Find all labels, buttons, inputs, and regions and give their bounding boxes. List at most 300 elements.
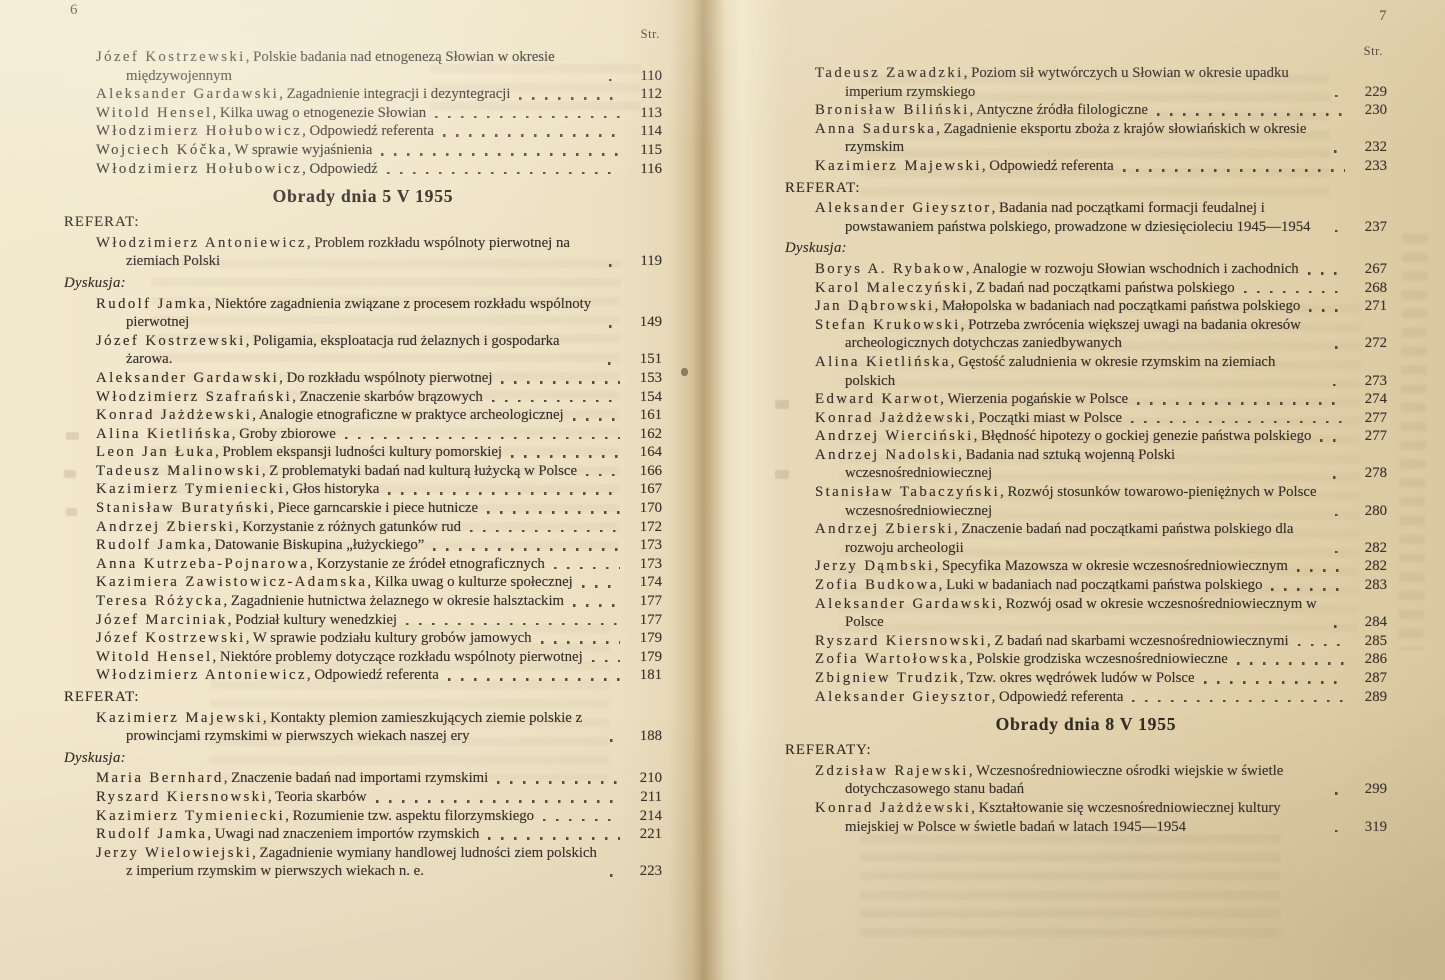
entry-page-number: 181	[639, 667, 662, 684]
toc-entry	[815, 409, 1387, 428]
entry-author: Aleksander Gieysztor	[815, 200, 992, 217]
entry-title-text: , Z badań nad początkami państwa polskiego	[968, 279, 1235, 296]
entry-author: Józef Kostrzewski	[96, 630, 246, 647]
entry-page-number: 319	[1364, 818, 1387, 835]
entry-title-text: , Odpowiedź	[302, 160, 378, 177]
entry-title-text: , Problem rozkładu wspólnoty pierwotnej na ziemiach Polski	[126, 234, 570, 270]
toc-entry	[815, 316, 1387, 353]
entry-author: Józef Kostrzewski	[96, 49, 246, 65]
entry-title-text: , Małopolska w badaniach nad początkami państwa polskiego	[934, 298, 1301, 315]
toc-entry	[815, 446, 1387, 483]
toc-entry	[96, 388, 662, 407]
entry-title	[96, 104, 426, 123]
toc-entry	[96, 666, 662, 685]
toc-entry	[96, 48, 662, 85]
entry-title	[96, 406, 564, 425]
entry-page-number: 173	[639, 555, 662, 572]
dot-leader	[497, 781, 620, 784]
toc-entry	[96, 592, 662, 611]
entry-title	[96, 536, 424, 555]
entry-title-text: , Poziom sił wytwórczych u Słowian w okresie upadku imperium rzymskiego	[845, 65, 1289, 100]
entry-title	[96, 480, 379, 499]
entry-title	[815, 297, 1300, 316]
entry-author: Włodzimierz Hołubowicz	[96, 160, 303, 177]
entry-title-text: , Badania nad sztuką wojenną Polski wczesnośredniowiecznej	[845, 446, 1176, 482]
entry-title-text: , Odpowiedź referenta	[991, 688, 1124, 705]
dot-leader	[1335, 514, 1345, 517]
dot-leader	[586, 474, 620, 477]
session-heading: Obrady dnia 8 V 1955	[995, 714, 1177, 735]
entry-author: Kazimierz Tymieniecki	[96, 807, 286, 824]
entry-author: Aleksander Gardawski	[96, 86, 280, 103]
entry-title-text: , Rozwój osad w okresie wczesnośredniowiecznym w Polsce	[845, 595, 1317, 631]
toc-sections	[785, 64, 1387, 836]
entry-title-text: , Groby zbiorowe	[231, 425, 336, 442]
entry-author: Tadeusz Malinowski	[96, 462, 262, 479]
toc-entry	[96, 573, 662, 592]
dot-leader	[1308, 272, 1345, 275]
entry-page-number: 282	[1364, 539, 1387, 556]
entry-title	[96, 807, 534, 826]
toc-entry	[815, 199, 1387, 236]
dot-leader	[1333, 476, 1345, 479]
entry-author: Zdzisław Rajewski	[815, 762, 969, 779]
entry-page-number: 164	[639, 444, 662, 461]
dot-leader	[435, 116, 620, 119]
entry-author: Witold Hensel	[96, 104, 213, 121]
toc-entry	[815, 297, 1387, 316]
dot-leader	[470, 530, 620, 533]
entry-title-text: , Zagadnienie hutnictwa żelaznego w okresie halsztackim	[223, 593, 565, 610]
entry-page-number: 283	[1364, 577, 1387, 594]
entry-title	[96, 518, 461, 537]
entry-author: Alina Kietlińska	[815, 353, 951, 370]
page-number-left: 6	[70, 2, 78, 18]
entry-title-text: , W sprawie podziału kultury grobów jamowych	[245, 630, 532, 647]
entry-title	[815, 446, 1324, 483]
dot-leader	[1333, 384, 1345, 387]
entry-title-text: , Niektóre problemy dotyczące rozkładu wspólnoty pierwotnej	[212, 648, 583, 665]
entry-title	[96, 332, 599, 369]
entry-title	[96, 555, 545, 574]
dot-leader	[609, 264, 620, 267]
dot-leader	[1335, 346, 1345, 349]
entry-title-text: , Z badań nad skarbami wczesnośredniowiecznymi	[987, 632, 1289, 649]
dot-leader	[1271, 588, 1345, 591]
entry-title	[96, 369, 492, 388]
entry-page-number: 177	[639, 593, 662, 610]
entry-page-number: 162	[639, 425, 662, 442]
entry-page-number: 112	[640, 86, 662, 103]
entry-author: Zofia Budkowa	[815, 577, 939, 594]
entry-author: Włodzimierz Hołubowicz	[96, 123, 303, 140]
entry-author: Stanisław Tabaczyński	[815, 484, 1001, 501]
entry-page-number: 223	[639, 863, 662, 880]
dot-leader	[443, 134, 620, 137]
section-label: REFERATY:	[785, 742, 872, 759]
entry-title	[815, 520, 1326, 557]
entry-page-number: 211	[640, 788, 662, 805]
entry-title-text: , Kształtowanie się wczesnośredniowiecznej kultury miejskiej w Polsce w świetle badań w latach 1945—1954	[845, 799, 1281, 835]
entry-author: Andrzej Nadolski	[815, 446, 959, 463]
dot-leader	[1244, 291, 1345, 294]
entry-author: Maria Bernhard	[96, 770, 224, 787]
toc-entry	[96, 648, 662, 667]
toc-sections	[64, 48, 662, 881]
entry-title-text: , Niektóre zagadnienia związane z procesem rozkładu wspólnoty pierwotnej	[126, 295, 592, 331]
entry-page-number: 268	[1364, 279, 1387, 296]
entry-page-number: 230	[1364, 102, 1387, 119]
dot-leader	[1298, 644, 1345, 647]
entry-page-number: 214	[639, 807, 662, 824]
entry-title	[815, 650, 1228, 669]
entry-page-number: 229	[1364, 83, 1387, 100]
dot-leader	[1131, 421, 1345, 424]
entry-author: Jerzy Wielowiejski	[96, 844, 253, 861]
toc-entry	[815, 353, 1387, 390]
entry-title-text: , Wczesnośredniowieczne ośrodki wiejskie w świetle dotychczasowego stanu badań	[845, 762, 1284, 798]
entry-page-number: 116	[640, 160, 662, 177]
entry-page-number: 271	[1364, 298, 1387, 315]
entry-title-text: , Polskie badania nad etnogenezą Słowian w okresie międzywojennym	[126, 49, 555, 84]
dot-leader	[582, 585, 620, 588]
toc-entry	[96, 844, 662, 881]
entry-author: Stefan Krukowski	[815, 316, 961, 333]
entry-page-number: 110	[640, 67, 662, 84]
toc-entry	[96, 518, 662, 537]
entry-page-number: 289	[1364, 688, 1387, 705]
section-label: Dyskusja:	[64, 749, 126, 766]
dot-leader	[492, 400, 620, 403]
entry-page-number: 179	[639, 630, 662, 647]
entry-page-number: 153	[639, 369, 662, 386]
toc-entry	[96, 709, 662, 746]
entry-page-number: 272	[1364, 335, 1387, 352]
entry-page-number: 232	[1364, 139, 1387, 156]
dot-leader	[511, 455, 620, 458]
dot-leader	[1320, 439, 1345, 442]
section-label: Dyskusja:	[64, 274, 126, 291]
entry-page-number: 113	[640, 104, 662, 121]
entry-title-text: , Odpowiedź referenta	[981, 157, 1114, 174]
toc-entry	[815, 632, 1387, 651]
toc-entry	[815, 576, 1387, 595]
entry-page-number: 280	[1364, 502, 1387, 519]
dot-leader	[1335, 830, 1345, 833]
entry-title-text: , Teoria skarbów	[268, 788, 367, 805]
dot-leader	[345, 437, 620, 440]
entry-title-text: , Zagadnienie wymiany handlowej ludności ziem polskich z imperium rzymskim w pierwszych wiekach n. e.	[126, 844, 597, 880]
entry-title	[815, 595, 1325, 632]
dot-leader	[609, 79, 620, 82]
entry-page-number: 286	[1364, 651, 1387, 668]
entry-title	[815, 557, 1288, 576]
toc-entry	[96, 629, 662, 648]
dot-leader	[406, 623, 620, 626]
entry-title-text: , Korzystanie z różnych gatunków rud	[235, 518, 462, 535]
dot-leader	[541, 641, 620, 644]
entry-author: Ryszard Kiersnowski	[96, 788, 268, 805]
entry-title	[815, 390, 1128, 409]
column-header-str-right: Str.	[1363, 44, 1383, 58]
toc-entry	[96, 295, 662, 332]
entry-title-text: , Antyczne źródła filologiczne	[969, 102, 1148, 119]
entry-page-number: 299	[1364, 781, 1387, 798]
entry-author: Alina Kietlińska	[96, 425, 232, 442]
entry-page-number: 274	[1364, 391, 1387, 408]
toc-entry	[815, 260, 1387, 279]
entry-author: Edward Karwot	[815, 391, 941, 408]
entry-page-number: 114	[640, 123, 662, 140]
entry-title	[815, 409, 1122, 428]
entry-author: Kazimierz Tymieniecki	[96, 481, 286, 498]
entry-page-number: 221	[639, 826, 662, 843]
section-label: REFERAT:	[785, 179, 861, 196]
dot-leader	[573, 604, 620, 607]
entry-author: Aleksander Gardawski	[815, 595, 999, 612]
entry-title-text: , Luki w badaniach nad początkami państwa polskiego	[938, 577, 1263, 594]
entry-title	[96, 825, 479, 844]
entry-title	[815, 632, 1289, 651]
dot-leader	[1137, 402, 1345, 405]
toc-entry	[815, 120, 1387, 157]
entry-author: Józef Marciniak	[96, 611, 228, 628]
toc-entry	[96, 499, 662, 518]
toc-entry	[815, 157, 1387, 176]
entry-title	[96, 160, 378, 179]
entry-page-number: 170	[639, 500, 662, 517]
entry-author: Andrzej Wierciński	[815, 428, 974, 445]
dot-leader	[1334, 625, 1345, 628]
entry-page-number: 282	[1364, 558, 1387, 575]
session-heading: Obrady dnia 5 V 1955	[272, 186, 454, 207]
entry-title-text: , Zagadnienie integracji i dezyntegracji	[279, 86, 511, 103]
entry-author: Anna Kutrzeba-Pojnarowa	[96, 555, 310, 572]
dot-leader	[487, 511, 620, 514]
entry-title	[96, 629, 532, 648]
toc-entry	[815, 762, 1387, 799]
toc-entry	[96, 406, 662, 425]
entry-title-text: , Gęstość zaludnienia w okresie rzymskim na ziemiach polskich	[845, 353, 1276, 389]
dot-leader	[448, 678, 620, 681]
entry-author: Bronisław Biliński	[815, 102, 970, 119]
entry-page-number: 277	[1364, 409, 1387, 426]
toc-entry	[815, 279, 1387, 298]
dot-leader	[1335, 551, 1345, 554]
dot-leader	[1309, 309, 1345, 312]
toc-entry	[96, 234, 662, 271]
entry-title	[815, 316, 1326, 353]
entry-title	[96, 573, 573, 592]
entry-page-number: 166	[639, 462, 662, 479]
dot-leader	[519, 97, 620, 100]
dot-leader	[1237, 662, 1345, 665]
entry-page-number: 284	[1364, 614, 1387, 631]
entry-author: Teresa Różycka	[96, 593, 224, 610]
entry-title-text: , Znaczenie skarbów brązowych	[292, 388, 483, 405]
entry-author: Anna Sadurska	[815, 120, 937, 137]
entry-page-number: 177	[639, 611, 662, 628]
entry-title-text: , Odpowiedź referenta	[306, 667, 439, 684]
toc-entry	[815, 520, 1387, 557]
entry-title-text: , W sprawie wyjaśnienia	[227, 141, 373, 158]
entry-title	[815, 483, 1326, 520]
toc-entry	[815, 650, 1387, 669]
dot-leader	[501, 381, 620, 384]
entry-author: Stanisław Buratyński	[96, 500, 271, 517]
entry-title-text: , Datowanie Biskupina „łużyckiego”	[207, 537, 425, 554]
entry-title	[96, 611, 397, 630]
dot-leader	[1335, 230, 1345, 233]
toc-entry	[815, 799, 1387, 836]
toc-entry	[815, 688, 1387, 707]
entry-title	[815, 157, 1114, 176]
entry-title	[96, 122, 434, 141]
toc-entry	[96, 443, 662, 462]
entry-title	[815, 353, 1324, 390]
section-label: Dyskusja:	[785, 240, 847, 257]
entry-title	[815, 199, 1326, 236]
entry-title-text: , Poligamia, eksploatacja rud żelaznych i gospodarka żarowa.	[126, 332, 560, 368]
entry-title-text: , Piece garncarskie i piece hutnicze	[270, 500, 479, 517]
entry-author: Aleksander Gardawski	[96, 369, 280, 386]
entry-author: Borys A. Rybakow	[815, 260, 966, 277]
entry-title	[815, 427, 1311, 446]
entry-title-text: , Potrzeba zwrócenia większej uwagi na badania okresów archeologicznych dotychczas zaniedbywanych	[845, 316, 1301, 352]
dot-leader	[610, 739, 620, 742]
entry-author: Włodzimierz Szafrański	[96, 388, 293, 405]
entry-author: Ryszard Kiersnowski	[815, 632, 987, 649]
toc-entry	[96, 807, 662, 826]
toc-entry	[96, 769, 662, 788]
entry-title	[815, 688, 1123, 707]
toc-entry	[815, 557, 1387, 576]
entry-page-number: 173	[639, 537, 662, 554]
toc-entry	[96, 788, 662, 807]
entry-author: Andrzej Zbierski	[815, 521, 955, 538]
entry-author: Józef Kostrzewski	[96, 332, 246, 349]
toc-entry	[96, 462, 662, 481]
entry-title	[96, 709, 601, 746]
entry-page-number: 172	[639, 518, 662, 535]
entry-author: Karol Maleczyński	[815, 279, 969, 296]
entry-page-number: 233	[1364, 157, 1387, 174]
dot-leader	[609, 325, 620, 328]
entry-title-text: , Tzw. okres wędrówek ludów w Polsce	[959, 670, 1195, 686]
dot-leader	[573, 418, 620, 421]
toc-entry	[96, 611, 662, 630]
entry-author: Rudolf Jamka	[96, 537, 208, 554]
entry-title	[96, 788, 367, 807]
dot-leader	[1123, 169, 1345, 172]
entry-author: Jan Dąbrowski	[815, 298, 935, 315]
toc-entry	[96, 536, 662, 555]
entry-page-number: 174	[639, 574, 662, 591]
entry-title-text: , Badania nad początkami formacji feudalnej i powstawaniem państwa polskiego, prowadzone w dziesięcioleciu 1945—1954	[845, 200, 1311, 235]
entry-page-number: 267	[1364, 260, 1387, 277]
dot-leader	[433, 548, 620, 551]
entry-title-text: , Rozumienie tzw. aspektu filorzymskiego	[285, 807, 535, 824]
toc-entry	[815, 101, 1387, 120]
entry-title-text: , Do rozkładu wspólnoty pierwotnej	[279, 369, 493, 386]
entry-title-text: , Problem ekspansji ludności kultury pomorskiej	[215, 444, 503, 461]
entry-page-number: 161	[639, 407, 662, 424]
entry-title	[96, 141, 372, 160]
dot-leader	[1132, 700, 1345, 703]
toc-entry	[96, 104, 662, 123]
entry-title	[96, 648, 583, 667]
entry-page-number: 273	[1364, 372, 1387, 389]
entry-author: Wojciech Kóčka	[96, 141, 228, 158]
entry-author: Kazimiera Zawistowicz-Adamska	[96, 574, 368, 591]
entry-author: Zofia Wartołowska	[815, 651, 969, 668]
entry-title	[96, 295, 600, 332]
entry-title-text: , Znaczenie badań nad importami rzymskimi	[223, 770, 489, 787]
dot-leader	[1204, 681, 1345, 684]
entry-title	[815, 799, 1326, 836]
left-page	[0, 0, 690, 980]
entry-page-number: 149	[639, 314, 662, 331]
entry-page-number: 115	[640, 141, 662, 158]
entry-author: Włodzimierz Antoniewicz	[96, 667, 307, 684]
entry-author: Aleksander Gieysztor	[815, 688, 992, 705]
entry-title	[815, 101, 1148, 120]
entry-title-text: , Z problematyki badań nad kulturą łużycką w Polsce	[261, 462, 578, 479]
entry-author: Zbigniew Trudzik	[815, 670, 960, 686]
entry-title-text: , Analogie etnograficzne w praktyce archeologicznej	[252, 407, 564, 424]
entry-page-number: 237	[1364, 218, 1387, 235]
dot-leader	[381, 153, 620, 156]
entry-title-text: , Odpowiedź referenta	[302, 123, 434, 140]
entry-page-number: 278	[1364, 465, 1387, 482]
entry-page-number: 167	[639, 481, 662, 498]
entry-title	[96, 443, 502, 462]
entry-author: Andrzej Zbierski	[96, 518, 236, 535]
page-number-right: 7	[1379, 8, 1387, 24]
entry-title-text: , Analogie w rozwoju Słowian wschodnich i zachodnich	[965, 260, 1299, 277]
dot-leader	[488, 837, 620, 840]
entry-title-text: , Kilka uwag o etnogenezie Słowian	[212, 104, 427, 121]
dot-leader	[388, 492, 620, 495]
entry-title	[96, 388, 483, 407]
entry-page-number: 151	[639, 351, 662, 368]
entry-title	[96, 499, 478, 518]
entry-author: Konrad Jażdżewski	[815, 799, 972, 816]
entry-author: Witold Hensel	[96, 648, 213, 665]
entry-author: Kazimierz Majewski	[96, 709, 263, 726]
entry-title-text: , Głos historyka	[285, 481, 380, 498]
entry-title	[96, 666, 439, 685]
entry-title-text: , Polskie grodziska wczesnośredniowieczne	[968, 651, 1228, 668]
toc-entry	[96, 85, 662, 104]
entry-page-number: 210	[639, 770, 662, 787]
toc-entry	[96, 122, 662, 141]
right-page	[770, 0, 1445, 980]
entry-title-text: , Podział kultury wenedzkiej	[227, 611, 398, 628]
entry-title-text: , Uwagi nad znaczeniem importów rzymskich	[207, 826, 480, 843]
entry-title	[96, 844, 601, 881]
entry-title-text: , Błędność hipotezy o gockiej genezie państwa polskiego	[973, 428, 1312, 445]
entry-title	[96, 48, 600, 85]
toc-entry	[815, 64, 1387, 101]
entry-author: Leon Jan Łuka	[96, 444, 216, 461]
dot-leader	[1297, 569, 1345, 572]
dot-leader	[1335, 95, 1345, 98]
entry-title-text: , Początki miast w Polsce	[971, 409, 1123, 426]
entry-author: Tadeusz Zawadzki	[815, 65, 964, 81]
entry-title	[96, 425, 336, 444]
entry-title-text: , Rozwój stosunków towarowo-pieniężnych w Polsce wczesnośredniowiecznej	[845, 484, 1317, 519]
